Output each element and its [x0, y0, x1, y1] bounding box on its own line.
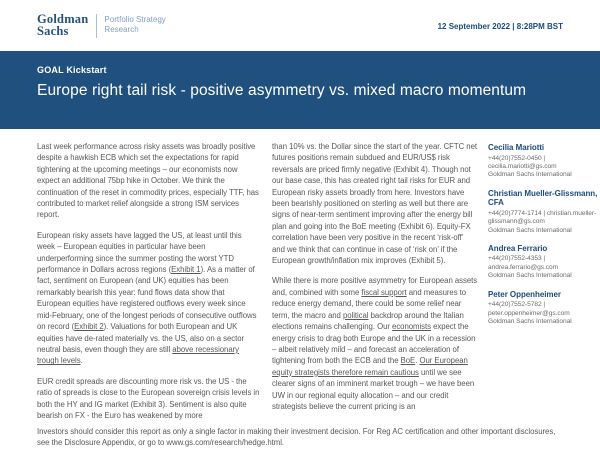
paragraph-2-text: ). As a matter of fact, sentiment on European (and UK) equities has been remarkably bearish this year: fund flows data show that European equities have registered outflows every week since mid-February, one of the longest periods of consecutive outflows on record (: [37, 265, 257, 332]
division-line-2: Research: [104, 25, 139, 34]
link-fiscal-support[interactable]: fiscal support: [361, 287, 407, 297]
report-title: Europe right tail risk - positive asymmetry vs. mixed macro momentum: [37, 82, 527, 99]
author-entry: [488, 189, 600, 235]
paragraph-5-text: While there is more positive asymmetry for European assets and, combined with some: [272, 276, 478, 297]
author-contact: [488, 155, 600, 172]
author-email[interactable]: peter.oppenheimer@gs.com: [488, 309, 570, 317]
paragraph-5: [272, 275, 478, 412]
paragraph-5-text: backdrop around the Italian elections remains challenging. Our: [272, 310, 464, 332]
author-name: Christian Mueller-Glissmann, CFA: [488, 188, 598, 208]
series-kicker: GOAL Kickstart: [37, 65, 107, 75]
paragraph-2-text: European risky assets have lagged the US, at least until this week – European equities in particular have been underperforming since the summer posting the worst YTD performance in Dollars across regions (: [37, 230, 242, 275]
paragraph-3: EUR credit spreads are discounting more risk vs. the US - the ratio of spreads is close to the European sovereign crisis levels in both the HY and IG market (Exhibit 3). Sentiment is also quite bearish on FX - the Euro has weakened by more: [37, 376, 260, 420]
paragraph-2-text: ). Valuations for both European and UK equities have de-rated materially vs. the US, also on a sector neutral basis, even though they are still: [37, 322, 245, 354]
author-name: Andrea Ferrario: [488, 243, 548, 253]
publication-datetime: 12 September 2022 | 8:28PM BST: [437, 22, 563, 31]
logo-divider: [96, 14, 97, 38]
link-political[interactable]: political: [342, 310, 369, 320]
authors-rail: [488, 141, 600, 429]
author-entry: [488, 244, 600, 281]
text-column-left: [37, 141, 260, 429]
link-equity-strategists-cautious[interactable]: Our European equity strategists therefore remain cautious: [272, 356, 468, 377]
paragraph-4: than 10% vs. the Dollar since the start of the year. CFTC net futures positions remain subdued and EUR/US$ risk reversals are priced firmly negative (Exhibit 4). Though not our base case, this has created right tail risks for EUR and European risky assets broadly from here. Investors have been bearishly positioned on sterling as well but there are signs of near-term sentiment improving after the energy bill plan and going into the BoE meeting (Exhibit 6). Equity-FX correlation have been very positive in the recent ‘risk-off’ and we think that can continue in case of ‘risk on’ if the European growth/inflation mix improves (Exhibit 5).: [272, 142, 477, 266]
link-exhibit-2[interactable]: Exhibit 2: [74, 322, 104, 332]
paragraph-2-text: .: [80, 356, 83, 366]
paragraph-1: Last week performance across risky assets was broadly positive despite a hawkish ECB which set the expectations for rapid tightening at the upcoming meetings – our economists now expect an additional 75bp hike in October. We think the continuation of the reset in commodity prices, especially TTF, has contributed to market relief alongside a strong ISM services report.: [37, 142, 259, 220]
division-line-1: Portfolio Strategy: [104, 15, 166, 24]
disclosure-footer: [37, 427, 567, 448]
goldman-sachs-logo: [37, 14, 88, 37]
paragraph-5-text: until we see clearer signs of an imminent market trough – we have been UW in our regional equity allocation – and our credit strategists believe the current pricing is an: [272, 367, 475, 411]
article-body: [0, 129, 600, 429]
author-phone: +44(20)7552-4353 |: [488, 255, 546, 263]
author-phone: +44(20)7552-5782 |: [488, 301, 546, 309]
logo-line-2: Sachs: [37, 23, 69, 38]
paragraph-5-text: .: [415, 356, 420, 366]
author-firm: Goldman Sachs International: [488, 226, 572, 234]
disclosure-line-2: see the Disclosure Appendix, or go to www.gs.com/research/hedge.html.: [37, 437, 285, 447]
link-recessionary-trough-levels[interactable]: above recessionary trough levels: [37, 344, 240, 366]
author-firm: Goldman Sachs International: [488, 171, 572, 179]
author-contact: [488, 210, 600, 227]
paragraph-5-text: and measures to reduce energy demand, there could be some relief near term, the macro and: [272, 287, 467, 320]
author-contact: [488, 255, 600, 272]
title-banner: [0, 51, 600, 129]
author-contact: [488, 301, 600, 318]
author-phone: +44(20)7552-0450 |: [488, 154, 546, 162]
link-exhibit-1[interactable]: Exhibit 1: [171, 265, 201, 275]
author-name: Cecilia Mariotti: [488, 143, 545, 152]
division-label: [104, 14, 165, 35]
author-email[interactable]: christian.mueller-glissmann@gs.com: [488, 209, 597, 226]
author-firm: Goldman Sachs International: [488, 272, 572, 280]
author-name: Peter Oppenheimer: [488, 289, 561, 299]
author-email[interactable]: andrea.ferrario@gs.com: [488, 263, 559, 271]
author-entry: [488, 290, 600, 327]
link-boe[interactable]: BoE: [400, 356, 416, 366]
paragraph-5-text: expect the energy crisis to drag both Europe and the UK in a recession – albeit relatively mild – and forecast an acceleration of tightening from both the ECB and the: [272, 322, 476, 366]
paragraph-2: [37, 230, 260, 367]
author-phone: +44(20)7774-1714 |: [488, 209, 546, 217]
header: [0, 0, 600, 51]
text-column-right: [272, 141, 478, 429]
logo-line-1: Goldman: [37, 12, 89, 26]
author-entry: [488, 143, 600, 180]
author-email[interactable]: cecilia.mariotti@gs.com: [488, 162, 557, 170]
author-firm: Goldman Sachs International: [488, 317, 572, 325]
disclosure-line-1: Investors should consider this report as only a single factor in making their investment decision. For Reg AC certification and other important disclosures,: [37, 427, 556, 436]
link-economists[interactable]: economists: [392, 322, 431, 332]
